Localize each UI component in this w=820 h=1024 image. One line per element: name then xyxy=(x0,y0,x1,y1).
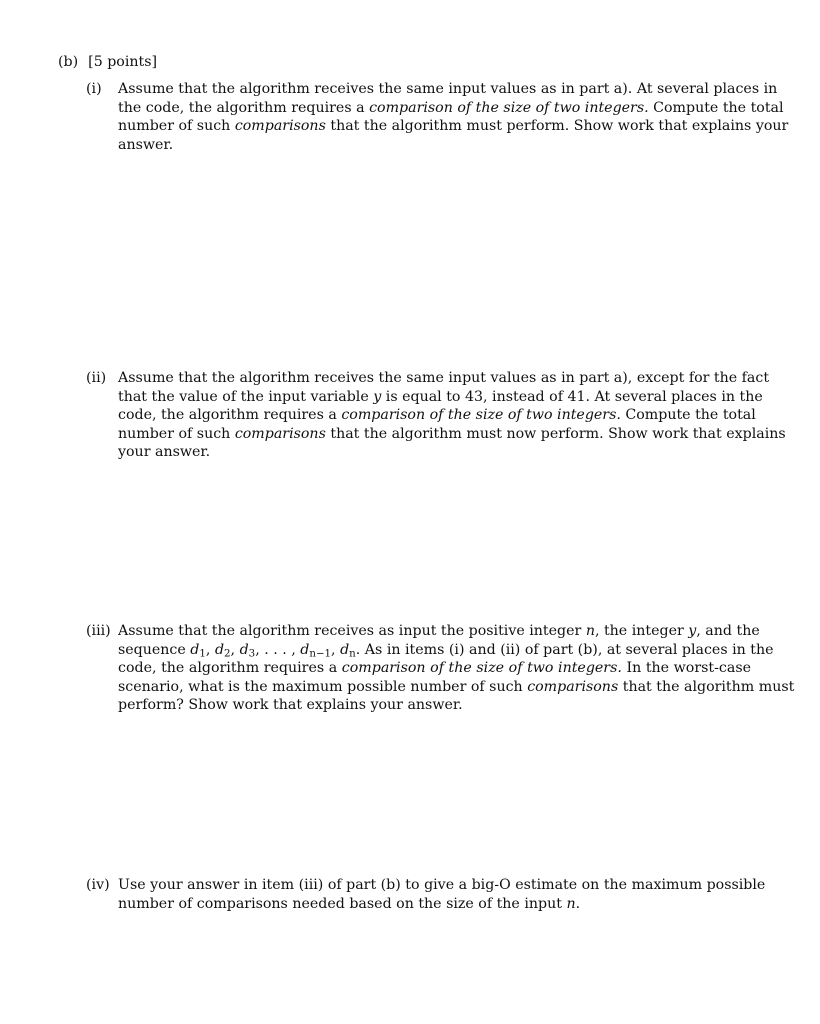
text-line: sequence $d_1$, $d_2$, $d_3$, . . . , $d_{n-1}$, $d_n$. As in items (i) and (ii) of part (b), at several places in the xyxy=(118,641,774,660)
text-line: code, the algorithm requires a comparison of the size of two integers. Compute the total xyxy=(118,407,756,423)
text-line: Assume that the algorithm receives the same input values as in part a), except for the fact xyxy=(118,370,770,386)
italic-text: y xyxy=(688,623,697,639)
italic-text: comparisons xyxy=(527,678,619,695)
subscript: 3 xyxy=(248,648,256,660)
item-label: (ii) xyxy=(86,370,107,386)
item-text xyxy=(118,876,766,913)
text-line: your answer. xyxy=(118,444,211,460)
italic-text: d xyxy=(300,641,310,658)
italic-text: comparisons xyxy=(234,118,326,134)
item-text xyxy=(118,80,789,154)
text-line: Use your answer in item (iii) of part (b) to give a big-O estimate on the maximum possible xyxy=(118,877,766,893)
italic-text: comparisons xyxy=(234,425,326,442)
text-line: perform? Show work that explains your answer. xyxy=(118,697,463,713)
italic-text: comparison of the size of two integers. xyxy=(341,660,622,676)
italic-text: comparison of the size of two integers. xyxy=(369,99,649,116)
question-item-iv xyxy=(86,876,766,913)
italic-text: d xyxy=(239,641,249,658)
text-line: number of comparisons needed based on the size of the input n. xyxy=(118,895,581,912)
text-line: number of such comparisons that the algorithm must now perform. Show work that explains xyxy=(118,425,786,442)
text-line: number of such comparisons that the algorithm must perform. Show work that explains your xyxy=(118,118,789,134)
italic-text: d xyxy=(190,641,200,658)
item-text xyxy=(118,369,786,462)
question-item-ii xyxy=(86,369,786,462)
italic-text: d xyxy=(214,641,225,658)
text-line: Assume that the algorithm receives the same input values as in part a). At several places in xyxy=(118,81,778,97)
item-label: (iv) xyxy=(86,877,110,893)
subscript: n xyxy=(349,648,356,660)
part-points: [5 points] xyxy=(88,54,158,70)
question-item-i xyxy=(86,80,789,154)
text-line: that the value of the input variable y is equal to 43, instead of 41. At several places in the xyxy=(118,388,763,405)
text-line: scenario, what is the maximum possible number of such comparisons that the algorithm must xyxy=(118,678,795,695)
italic-text: n xyxy=(566,895,576,912)
subscript: n−1 xyxy=(309,648,332,660)
text-line: code, the algorithm requires a comparison of the size of two integers. In the worst-case xyxy=(118,660,751,676)
item-text xyxy=(118,622,795,715)
subscript: 2 xyxy=(224,648,231,660)
text-line: Assume that the algorithm receives as input the positive integer n, the integer y, and the xyxy=(118,623,760,639)
part-header xyxy=(58,53,157,72)
italic-text: n xyxy=(585,623,595,639)
subscript: 1 xyxy=(199,648,206,660)
italic-text: y xyxy=(373,388,382,405)
text-line: the code, the algorithm requires a comparison of the size of two integers. Compute the total xyxy=(118,99,784,116)
item-label: (iii) xyxy=(86,623,111,639)
item-label: (i) xyxy=(86,81,102,97)
italic-text: d xyxy=(340,641,350,658)
question-item-iii xyxy=(86,622,795,715)
italic-text: comparison of the size of two integers. xyxy=(341,407,621,423)
text-line: answer. xyxy=(118,136,174,153)
part-label: (b) xyxy=(58,54,79,70)
